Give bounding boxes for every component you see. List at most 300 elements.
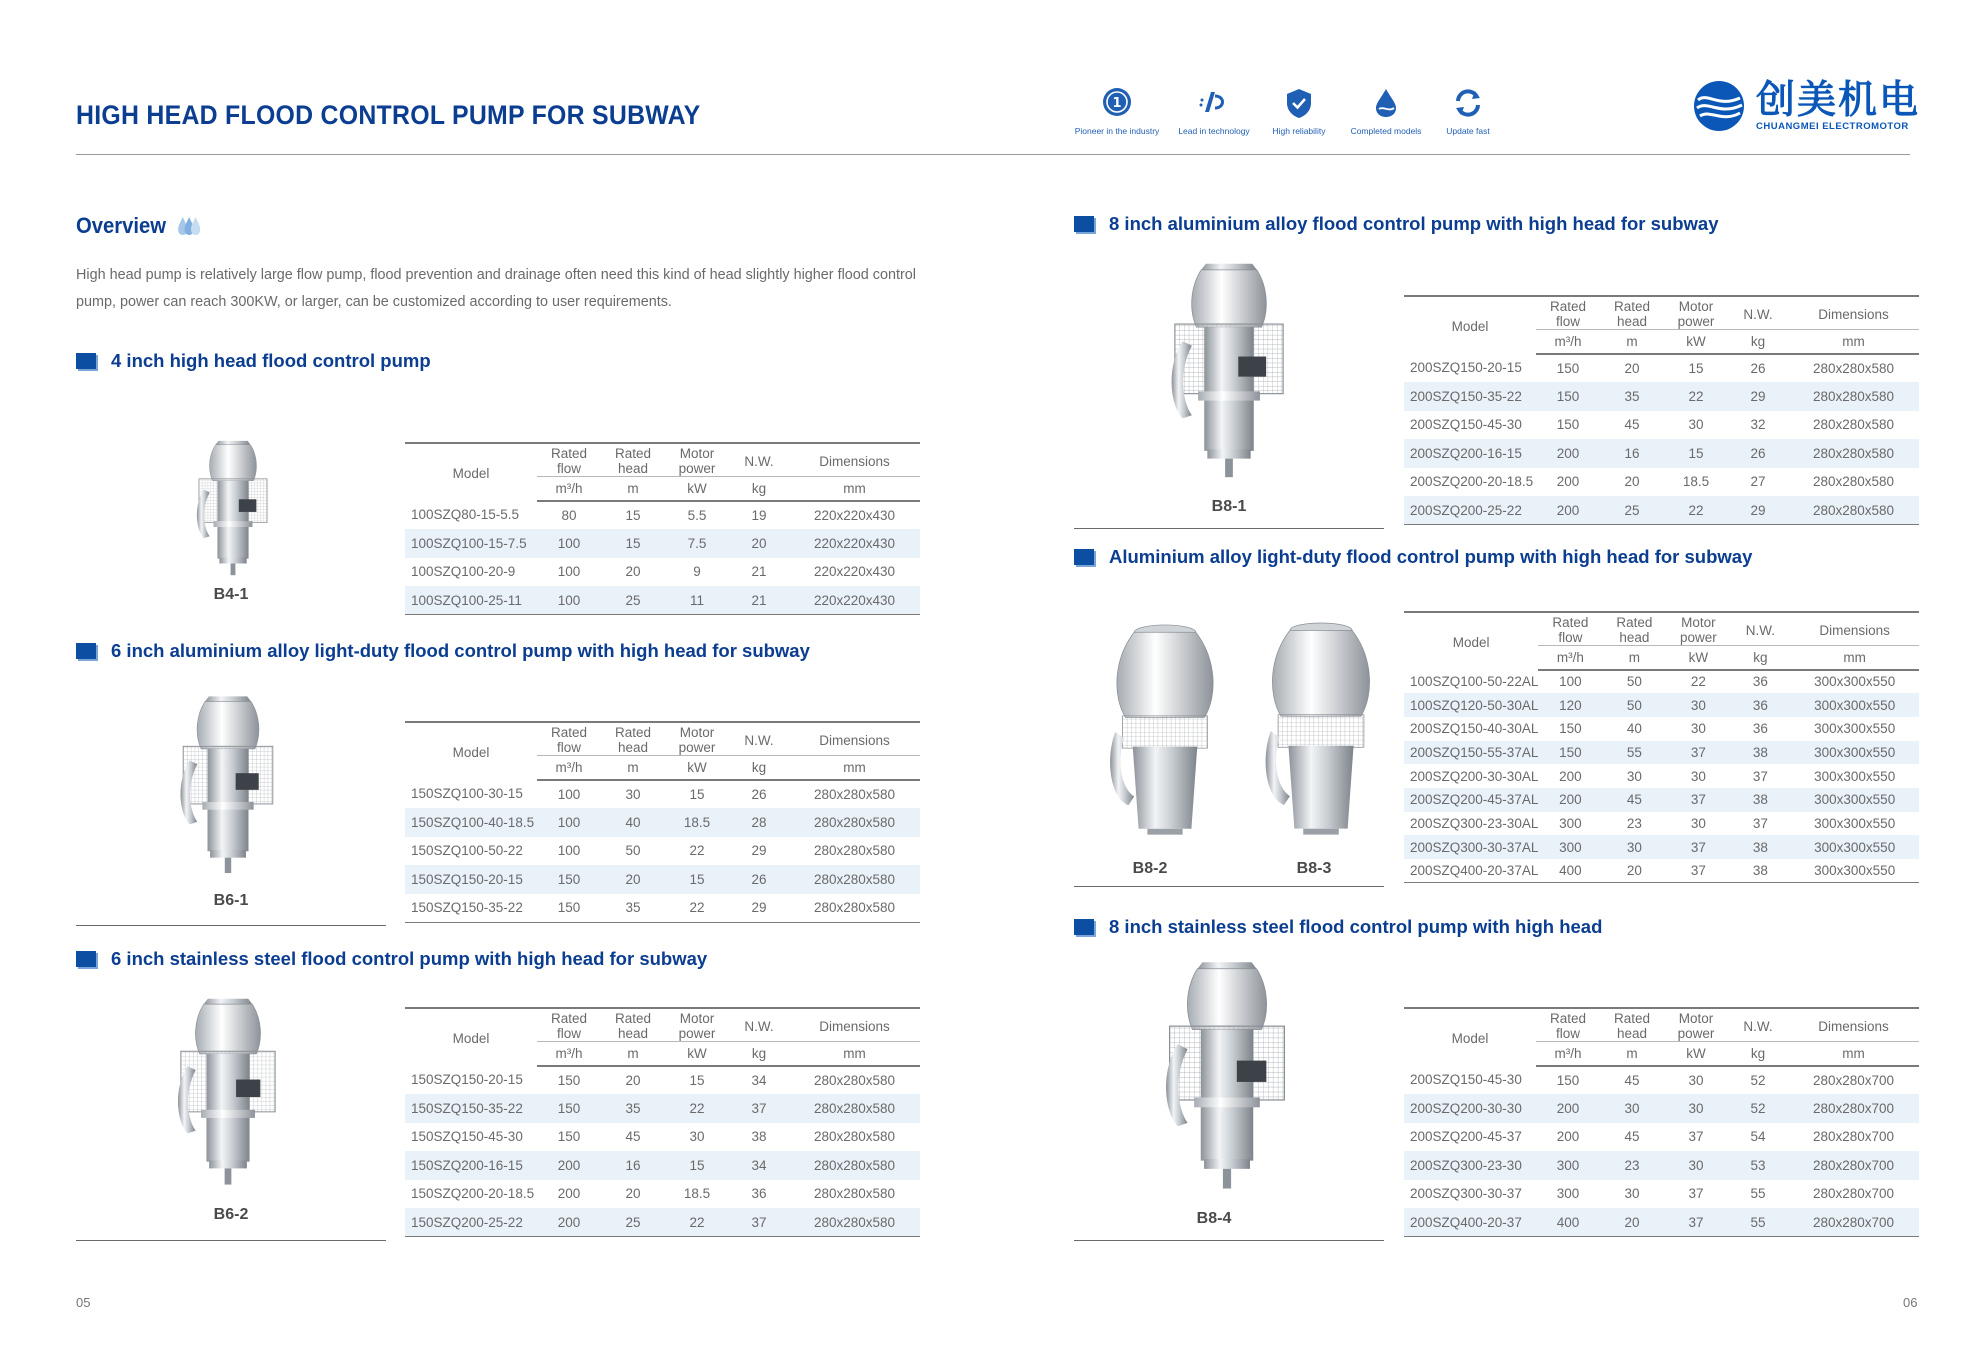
model-cell: 100SZQ80-15-5.5 [411, 507, 520, 523]
value-cell: 19 [751, 507, 767, 523]
header-label: flow [1558, 630, 1583, 645]
spec-table-alu-light [1404, 611, 1919, 883]
unit-label: m [1600, 1042, 1664, 1066]
value-cell: 38 [751, 1129, 767, 1145]
logo-chinese: 创美机电 [1756, 77, 1921, 123]
value-cell: 280x280x580 [813, 843, 896, 859]
table-row [405, 586, 920, 615]
model-cell: 200SZQ200-30-30AL [1410, 768, 1539, 784]
value-cell: 30 [625, 786, 641, 802]
value-cell: 34 [729, 1151, 789, 1180]
value-cell: 29 [1728, 496, 1788, 525]
col-model: Model [1404, 296, 1536, 354]
value-cell: 200 [1536, 496, 1600, 525]
drops-icon [177, 215, 201, 237]
model-cell: 150SZQ150-35-22 [405, 1094, 537, 1123]
value-cell: 22 [665, 1208, 729, 1237]
value-cell: 30 [1690, 721, 1706, 737]
value-cell: 35 [601, 1094, 665, 1123]
model-cell: 100SZQ100-15-7.5 [405, 529, 537, 558]
value-cell: 37 [1666, 788, 1730, 812]
table-row [405, 1094, 920, 1123]
value-cell: 280x280x580 [813, 1129, 896, 1145]
model-cell: 200SZQ300-30-37AL [1404, 835, 1538, 859]
value-cell: 35 [1600, 382, 1664, 411]
header-label: Motor [1681, 615, 1716, 630]
logo-english: CHUANGMEI ELECTROMOTOR [1756, 120, 1909, 132]
value-cell: 15 [665, 1151, 729, 1180]
bullet-square [1074, 549, 1094, 565]
header-label: Rated [1549, 299, 1587, 314]
col-motor-power [1664, 1008, 1728, 1042]
value-cell: 20 [1600, 1208, 1664, 1237]
model-cell: 100SZQ100-25-11 [405, 586, 537, 615]
value-cell: 37 [1664, 1208, 1728, 1237]
header-label: power [1677, 314, 1715, 329]
value-cell: 38 [1730, 835, 1790, 859]
col-nw: N.W. [729, 443, 789, 477]
value-cell: 280x280x700 [1812, 1129, 1895, 1145]
header-label: Motor [679, 446, 715, 461]
model-cell: 150SZQ150-20-15 [405, 865, 537, 894]
model-cell: 150SZQ150-45-30 [411, 1129, 523, 1145]
value-cell: 37 [729, 1094, 789, 1123]
value-cell: 26 [1750, 360, 1766, 376]
unit-label: kW [1664, 1042, 1728, 1066]
unit-label: mm [789, 1042, 920, 1066]
value-cell: 22 [1690, 674, 1706, 690]
pump-image-b8-3 [1246, 620, 1396, 842]
pump-caption: B4-1 [213, 586, 249, 603]
value-cell: 300x300x550 [1814, 815, 1896, 831]
unit-label: m [601, 1042, 665, 1066]
value-cell: 26 [1728, 439, 1788, 468]
value-cell: 280x280x580 [1812, 474, 1895, 490]
value-cell: 20 [1602, 859, 1666, 883]
value-cell: 280x280x580 [789, 1094, 920, 1123]
value-cell: 34 [751, 1072, 767, 1088]
section-title-8inch-alu: 8 inch aluminium alloy flood control pump with high head for subway [1074, 213, 1719, 235]
value-cell: 280x280x700 [1788, 1094, 1919, 1123]
value-cell: 280x280x580 [1812, 417, 1895, 433]
value-cell: 15 [625, 507, 641, 523]
col-dimensions: Dimensions [1788, 1008, 1919, 1042]
badge-reliability: High reliability [1260, 86, 1338, 136]
unit-label: mm [789, 756, 920, 780]
value-cell: 25 [1600, 496, 1664, 525]
bullet-square [76, 643, 96, 659]
col-model: Model [405, 443, 537, 501]
col-nw: N.W. [729, 722, 789, 756]
image-underline [1074, 528, 1384, 529]
value-cell: 150 [557, 1129, 581, 1145]
value-cell: 30 [1688, 417, 1704, 433]
value-cell: 55 [1728, 1208, 1788, 1237]
value-cell: 45 [1602, 788, 1666, 812]
bullet-square [76, 951, 96, 967]
value-cell: 220x220x430 [789, 586, 920, 615]
value-cell: 15 [1688, 360, 1704, 376]
value-cell: 9 [693, 564, 701, 580]
col-motor-power [665, 722, 729, 756]
unit-label: kW [665, 477, 729, 501]
model-cell: 200SZQ150-35-22 [1404, 382, 1536, 411]
value-cell: 200 [557, 1186, 581, 1202]
value-cell: 150 [557, 1072, 581, 1088]
col-motor-power [1664, 296, 1728, 330]
table-row [1404, 670, 1919, 694]
value-cell: 150 [1556, 1072, 1580, 1088]
model-cell: 100SZQ100-20-9 [411, 564, 516, 580]
value-cell: 300 [1536, 1151, 1600, 1180]
spec-table-6inch-steel [405, 1007, 920, 1237]
value-cell: 100 [537, 586, 601, 615]
table-row [1404, 812, 1919, 836]
value-cell: 280x280x700 [1812, 1186, 1895, 1202]
col-rated-head [1600, 1008, 1664, 1042]
value-cell: 37 [1666, 859, 1730, 883]
header-label: flow [556, 461, 581, 476]
model-cell: 150SZQ100-40-18.5 [405, 808, 537, 837]
value-cell: 37 [1688, 1129, 1704, 1145]
col-nw: N.W. [729, 1008, 789, 1042]
unit-label: m³/h [537, 1042, 601, 1066]
header-label: Rated [1613, 1011, 1651, 1026]
unit-label: m [1600, 330, 1664, 354]
value-cell: 280x280x580 [1788, 439, 1919, 468]
table-row [405, 780, 920, 809]
table-row [405, 558, 920, 587]
section-title-8inch-steel: 8 inch stainless steel flood control pump with high head [1074, 916, 1602, 938]
value-cell: 15 [689, 1072, 705, 1088]
value-cell: 15 [665, 865, 729, 894]
unit-label: kg [729, 1042, 789, 1066]
value-cell: 22 [689, 843, 705, 859]
table-row [1404, 1066, 1919, 1095]
model-cell: 150SZQ200-16-15 [405, 1151, 537, 1180]
value-cell: 53 [1728, 1151, 1788, 1180]
col-nw: N.W. [1730, 612, 1790, 646]
header-label: Rated [614, 725, 652, 740]
value-cell: 30 [1688, 1072, 1704, 1088]
header-label: power [1677, 1026, 1715, 1041]
value-cell: 45 [1624, 1129, 1640, 1145]
table-row [405, 808, 920, 837]
value-cell: 30 [1626, 768, 1642, 784]
value-cell: 100 [537, 808, 601, 837]
table-row [1404, 1094, 1919, 1123]
value-cell: 300x300x550 [1790, 859, 1919, 883]
value-cell: 37 [1666, 741, 1730, 765]
value-cell: 55 [1750, 1186, 1766, 1202]
feature-badges [1066, 86, 1502, 136]
unit-label: kW [665, 756, 729, 780]
col-model: Model [1404, 612, 1538, 670]
table-row [405, 894, 920, 923]
value-cell: 220x220x430 [813, 564, 896, 580]
value-cell: 150 [537, 865, 601, 894]
table-row [405, 1180, 920, 1209]
model-cell: 200SZQ150-20-15 [1410, 360, 1522, 376]
header-label: head [1619, 630, 1650, 645]
table-row [405, 501, 920, 530]
value-cell: 30 [1664, 1151, 1728, 1180]
col-rated-head [1602, 612, 1666, 646]
model-cell: 200SZQ150-45-30 [1410, 1072, 1522, 1088]
model-cell: 200SZQ200-25-22 [1404, 496, 1536, 525]
pump-caption: B6-2 [213, 1206, 249, 1223]
table-row [405, 1066, 920, 1095]
pump-image-b4-1 [168, 436, 298, 582]
value-cell: 80 [561, 507, 577, 523]
unit-label: m³/h [537, 477, 601, 501]
value-cell: 280x280x580 [789, 894, 920, 923]
value-cell: 50 [1626, 674, 1642, 690]
col-rated-flow [537, 443, 601, 477]
value-cell: 15 [601, 529, 665, 558]
model-cell: 150SZQ200-25-22 [405, 1208, 537, 1237]
col-rated-flow [1536, 1008, 1600, 1042]
col-motor-power [665, 443, 729, 477]
model-cell: 100SZQ120-50-30AL [1404, 693, 1538, 717]
col-dimensions: Dimensions [789, 443, 920, 477]
value-cell: 200 [537, 1151, 601, 1180]
value-cell: 21 [751, 564, 767, 580]
table-row [1404, 1208, 1919, 1237]
value-cell: 23 [1600, 1151, 1664, 1180]
value-cell: 50 [1602, 693, 1666, 717]
unit-label: m³/h [1538, 646, 1602, 670]
table-row [1404, 788, 1919, 812]
col-motor-power [1666, 612, 1730, 646]
header-label: flow [1555, 314, 1580, 329]
water-drop-icon [1369, 86, 1403, 120]
value-cell: 26 [751, 786, 767, 802]
badge-technology: Lead in technology [1168, 86, 1260, 136]
value-cell: 20 [601, 865, 665, 894]
value-cell: 37 [1666, 835, 1730, 859]
value-cell: 30 [1624, 1186, 1640, 1202]
section-title-6inch-alu: 6 inch aluminium alloy light-duty flood control pump with high head for subway [76, 640, 810, 662]
value-cell: 280x280x700 [1788, 1208, 1919, 1237]
value-cell: 40 [1626, 721, 1642, 737]
col-model: Model [1404, 1008, 1536, 1066]
value-cell: 220x220x430 [789, 529, 920, 558]
value-cell: 200 [1538, 788, 1602, 812]
value-cell: 21 [729, 586, 789, 615]
model-cell: 200SZQ150-55-37AL [1404, 741, 1538, 765]
value-cell: 300x300x550 [1790, 741, 1919, 765]
header-label: power [1679, 630, 1717, 645]
value-cell: 37 [1752, 815, 1768, 831]
value-cell: 18.5 [1682, 474, 1710, 490]
value-cell: 54 [1750, 1129, 1766, 1145]
unit-label: m [601, 477, 665, 501]
table-row [1404, 468, 1919, 497]
value-cell: 300x300x550 [1814, 721, 1896, 737]
header-label: power [678, 1026, 716, 1041]
value-cell: 280x280x580 [813, 786, 896, 802]
badge-pioneer: 1 Pioneer in the industry [1066, 86, 1168, 136]
value-cell: 300x300x550 [1790, 835, 1919, 859]
value-cell: 200 [1536, 1094, 1600, 1123]
header-label: Motor [679, 1011, 715, 1026]
header-label: Rated [550, 1011, 588, 1026]
value-cell: 30 [1666, 693, 1730, 717]
unit-label: kg [729, 477, 789, 501]
section-title-alu-light: Aluminium alloy light-duty flood control pump with high head for subway [1074, 546, 1752, 568]
unit-label: mm [789, 477, 920, 501]
value-cell: 150 [1559, 721, 1582, 737]
model-cell: 150SZQ100-30-15 [411, 786, 523, 802]
spec-table-8inch-steel [1404, 1007, 1919, 1237]
image-underline [76, 1240, 386, 1241]
header-label: flow [1555, 1026, 1580, 1041]
unit-label: kg [729, 756, 789, 780]
value-cell: 300 [1559, 815, 1582, 831]
unit-label: m³/h [537, 756, 601, 780]
value-cell: 40 [601, 808, 665, 837]
table-row [1404, 411, 1919, 440]
value-cell: 45 [625, 1129, 641, 1145]
table-row [1404, 439, 1919, 468]
value-cell: 29 [1728, 382, 1788, 411]
value-cell: 400 [1536, 1208, 1600, 1237]
value-cell: 16 [1600, 439, 1664, 468]
shield-check-icon [1282, 86, 1316, 120]
value-cell: 200 [1559, 768, 1582, 784]
model-cell: 200SZQ300-23-30AL [1410, 815, 1539, 831]
value-cell: 100 [1559, 674, 1582, 690]
unit-label: kW [1664, 330, 1728, 354]
value-cell: 150 [537, 1094, 601, 1123]
unit-label: m³/h [1536, 330, 1600, 354]
value-cell: 20 [625, 1072, 641, 1088]
model-cell: 200SZQ150-45-30 [1410, 417, 1522, 433]
page-number-right: 06 [1903, 1295, 1918, 1310]
col-rated-flow [537, 722, 601, 756]
model-cell: 200SZQ200-16-15 [1404, 439, 1536, 468]
value-cell: 35 [601, 894, 665, 923]
pump-caption: B8-1 [1211, 498, 1247, 515]
value-cell: 120 [1538, 693, 1602, 717]
table-row [1404, 1123, 1919, 1152]
technology-icon [1197, 86, 1231, 120]
value-cell: 45 [1624, 417, 1640, 433]
pump-caption: B8-4 [1196, 1210, 1232, 1227]
table-row [405, 837, 920, 866]
overview-text: High head pump is relatively large flow pump, flood prevention and drainage often need this kind of head slightly higher flood control pump, power can reach 300KW, or larger, can be customized according to user requirements. [76, 267, 916, 310]
unit-label: m [601, 756, 665, 780]
col-rated-head [601, 443, 665, 477]
image-underline [1074, 886, 1384, 887]
value-cell: 20 [625, 1186, 641, 1202]
refresh-icon [1451, 86, 1485, 120]
svg-text:1: 1 [1112, 96, 1122, 111]
value-cell: 27 [1750, 474, 1766, 490]
value-cell: 32 [1750, 417, 1766, 433]
table-row [405, 1151, 920, 1180]
value-cell: 37 [729, 1208, 789, 1237]
value-cell: 400 [1538, 859, 1602, 883]
header-label: Rated [1549, 1011, 1587, 1026]
image-underline [1074, 1240, 1384, 1241]
col-rated-head [601, 1008, 665, 1042]
value-cell: 52 [1750, 1072, 1766, 1088]
value-cell: 15 [689, 786, 705, 802]
page-title: HIGH HEAD FLOOD CONTROL PUMP FOR SUBWAY [76, 100, 701, 130]
value-cell: 300x300x550 [1814, 768, 1896, 784]
value-cell: 22 [1664, 382, 1728, 411]
pump-image-b8-4 [1136, 954, 1318, 1200]
section-title-6inch-steel: 6 inch stainless steel flood control pump with high head for subway [76, 948, 707, 970]
unit-label: kg [1728, 1042, 1788, 1066]
pump-image-b8-1 [1134, 256, 1324, 488]
value-cell: 7.5 [665, 529, 729, 558]
pump-caption: B8-2 [1132, 860, 1168, 877]
bullet-square [1074, 919, 1094, 935]
value-cell: 300x300x550 [1790, 693, 1919, 717]
table-row [1404, 835, 1919, 859]
table-row [1404, 496, 1919, 525]
col-dimensions: Dimensions [789, 1008, 920, 1042]
unit-label: m [1602, 646, 1666, 670]
value-cell: 50 [625, 843, 641, 859]
value-cell: 280x280x700 [1812, 1072, 1895, 1088]
col-rated-head [601, 722, 665, 756]
value-cell: 22 [665, 1094, 729, 1123]
col-dimensions: Dimensions [1788, 296, 1919, 330]
header-label: Motor [1678, 299, 1714, 314]
value-cell: 28 [729, 808, 789, 837]
value-cell: 150 [537, 894, 601, 923]
section-title-4inch: 4 inch high head flood control pump [76, 350, 431, 372]
value-cell: 36 [1752, 721, 1768, 737]
value-cell: 18.5 [665, 808, 729, 837]
model-cell: 200SZQ400-20-37 [1404, 1208, 1536, 1237]
value-cell: 150 [1556, 417, 1580, 433]
table-row [1404, 1151, 1919, 1180]
unit-label: kg [1728, 330, 1788, 354]
value-cell: 100 [557, 786, 581, 802]
model-cell: 150SZQ150-20-15 [411, 1072, 523, 1088]
table-row [1404, 859, 1919, 883]
value-cell: 29 [729, 894, 789, 923]
pump-image-b6-1 [148, 690, 308, 882]
table-row [1404, 693, 1919, 717]
model-cell: 100SZQ100-50-22AL [1410, 673, 1539, 689]
value-cell: 280x280x580 [1812, 360, 1895, 376]
value-cell: 280x280x580 [813, 1186, 896, 1202]
value-cell: 22 [665, 894, 729, 923]
value-cell: 300x300x550 [1814, 674, 1896, 690]
overview-heading: Overview [76, 213, 201, 239]
value-cell: 150 [1536, 382, 1600, 411]
table-row [1404, 764, 1919, 788]
header-label: flow [556, 740, 581, 755]
value-cell: 280x280x580 [789, 1208, 920, 1237]
table-row [1404, 1180, 1919, 1209]
pump-image-b8-2 [1090, 622, 1240, 842]
model-cell: 200SZQ200-45-37AL [1404, 788, 1538, 812]
value-cell: 38 [1730, 859, 1790, 883]
col-dimensions: Dimensions [789, 722, 920, 756]
unit-label: mm [1788, 330, 1919, 354]
col-nw: N.W. [1728, 296, 1788, 330]
pump-caption: B6-1 [213, 892, 249, 909]
value-cell: 100 [537, 529, 601, 558]
unit-label: kg [1730, 646, 1790, 670]
